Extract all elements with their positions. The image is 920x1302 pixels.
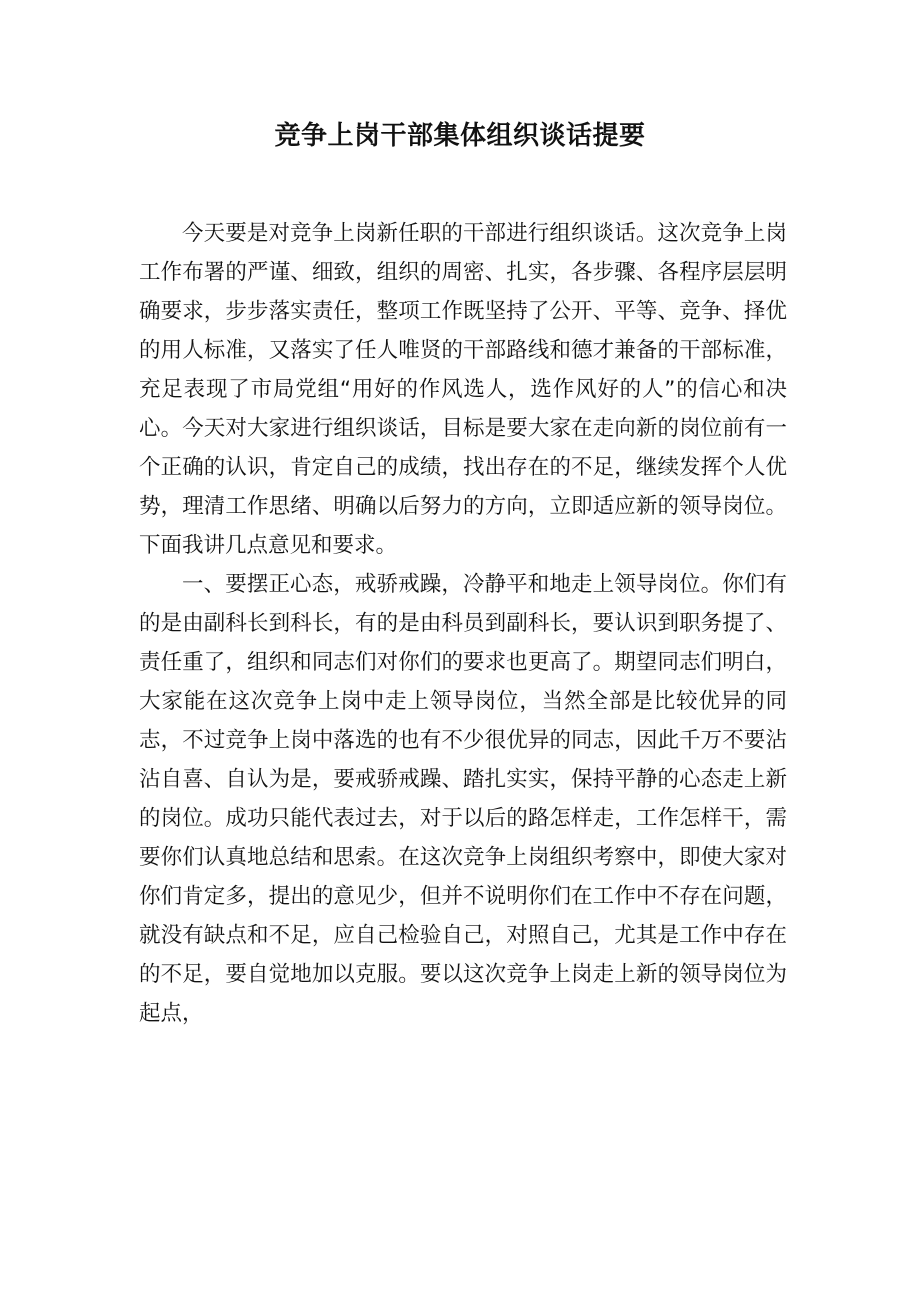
paragraph-point-one: 一、要摆正心态，戒骄戒躁，冷静平和地走上领导岗位。你们有的是由副科长到科长，有的是由科员到副科长，要认识到职务提了、责任重了，组织和同志们对你们的要求也更高了。期望同志们明白，大家能在这次竞争上岗中走上领导岗位，当然全部是比较优异的同志，不过竞争上岗中落选的也有不少很优异的同志，因此千万不要沾沾自喜、自认为是，要戒骄戒躁、踏扎实实，保持平静的心态走上新的岗位。成功只能代表过去，对于以后的路怎样走，工作怎样干，需要你们认真地总结和思索。在这次竞争上岗组织考察中，即使大家对你们肯定多，提出的意见少，但并不说明你们在工作中不存在问题，就没有缺点和不足，应自己检验自己，对照自己，尤其是工作中存在的不足，要自觉地加以克服。要以这次竞争上岗走上新的领导岗位为起点， [139,572,787,1026]
document-title: 竞争上岗干部集体组织谈话提要 [274,121,646,151]
document-body [139,214,787,1033]
paragraph-intro: 今天要是对竞争上岗新任职的干部进行组织谈话。这次竞争上岗工作布署的严谨、细致，组织的周密、扎实，各步骤、各程序层层明确要求，步步落实责任，整项工作既坚持了公开、平等、竞争、择优的用人标准，又落实了任人唯贤的干部路线和德才兼备的干部标准，充足表现了市局党组“用好的作风选人，选作风好的人”的信心和决心。今天对大家进行组织谈话，目标是要大家在走向新的岗位前有一个正确的认识，肯定自己的成绩，找出存在的不足，继续发挥个人优势，理清工作思绪、明确以后努力的方向，立即适应新的领导岗位。下面我讲几点意见和要求。 [139,221,787,558]
